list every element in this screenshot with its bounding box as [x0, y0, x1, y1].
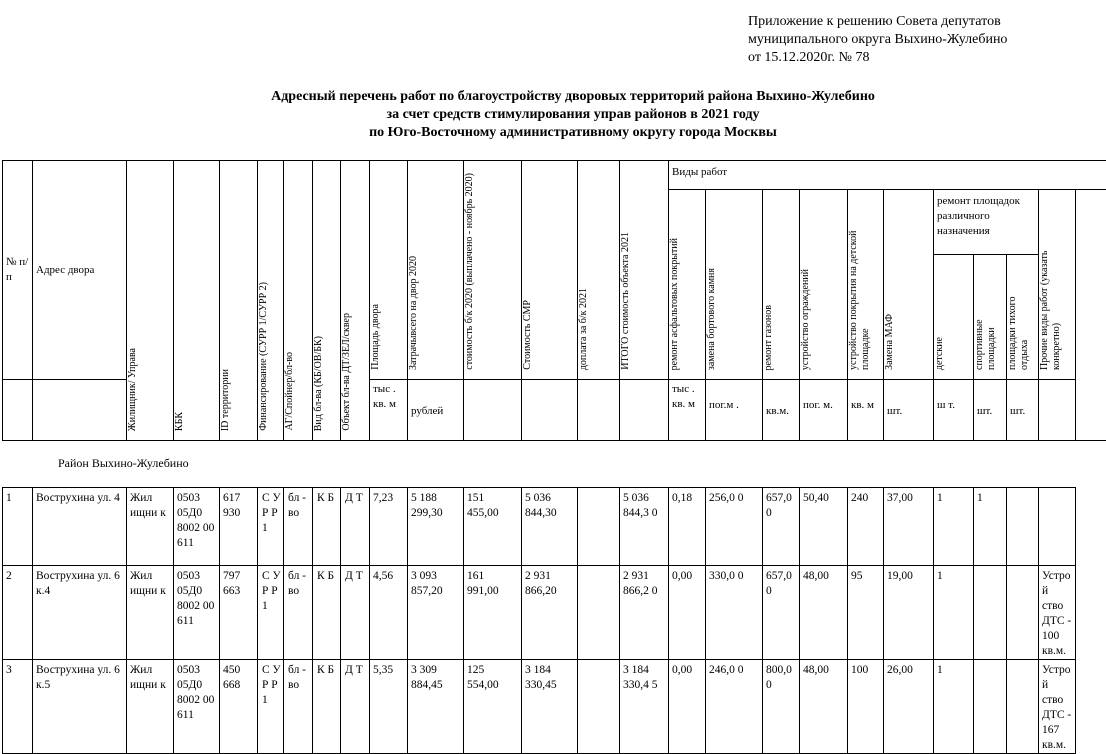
cell-children: 1 — [934, 488, 974, 566]
cell-lawn: 657,0 0 — [763, 488, 800, 566]
unit-blank-num — [3, 380, 33, 441]
cell-sport: 1 — [974, 488, 1007, 566]
cell-children: 1 — [934, 566, 974, 660]
header-other: Прочие виды работ (указать конкретно) — [1039, 190, 1076, 380]
unit-blank-cost2020 — [464, 380, 522, 441]
cell-total-2021: 2 931 866,2 0 — [620, 566, 669, 660]
annex-header — [748, 13, 1007, 67]
title-line-1: Адресный перечень работ по благоустройству дворовых территорий района Выхино-Жулебино — [0, 88, 1106, 106]
cell-sport — [974, 660, 1007, 754]
cell-kbk: 0503 05Д0 8002 00 611 — [174, 660, 220, 754]
cell-asphalt: 0,00 — [669, 660, 706, 754]
unit-coating: кв. м — [848, 380, 884, 441]
title-line-2: за счет средств стимулирования управ районов в 2021 году — [0, 106, 1106, 124]
cell-coating: 240 — [848, 488, 884, 566]
header-ag: АГ/Спойнер/бл-во — [284, 161, 313, 441]
unit-blank-total — [620, 380, 669, 441]
header-sport: спортивные площадки — [974, 255, 1007, 380]
cell-owner: Жил ищни к — [127, 488, 174, 566]
cell-spent-2020: 3 309 884,45 — [408, 660, 464, 754]
cell-vid: К Б — [313, 488, 341, 566]
cell-fence: 50,40 — [800, 488, 848, 566]
annex-line-2: муниципального округа Выхино-Жулебино — [748, 31, 1007, 49]
cell-extra-2021 — [578, 488, 620, 566]
header-num: № п/п — [3, 161, 33, 380]
cell-ag: бл - во — [284, 488, 313, 566]
header-extra-2021: доплата за б/к 2021 — [578, 161, 620, 380]
cell-territory-id: 450 668 — [220, 660, 258, 754]
unit-asphalt: тыс . кв. м — [669, 380, 706, 441]
cell-spent-2020: 3 093 857,20 — [408, 566, 464, 660]
annex-line-3: от 15.12.2020г. № 78 — [748, 49, 1007, 67]
cell-financing: С У Р Р 1 — [258, 566, 284, 660]
header-smr: Стоимость СМР — [522, 161, 578, 380]
district-label: Район Выхино-Жулебино — [58, 456, 189, 471]
cell-object: Д Т — [341, 488, 370, 566]
cell-smr: 2 931 866,20 — [522, 566, 578, 660]
cell-area: 4,56 — [370, 566, 408, 660]
cell-maf: 19,00 — [884, 566, 934, 660]
table-row — [3, 660, 1106, 754]
cell-object: Д Т — [341, 660, 370, 754]
cell-curb: 256,0 0 — [706, 488, 763, 566]
header-object: Объект бл-ва ДТ/ЗЕЛ/сквер — [341, 161, 370, 441]
cell-num: 2 — [3, 566, 33, 660]
unit-quiet: шт. — [1007, 380, 1039, 441]
unit-blank-smr — [522, 380, 578, 441]
header-work-types: Виды работ — [669, 161, 1106, 190]
annex-line-1: Приложение к решению Совета депутатов — [748, 13, 1007, 31]
header-territory-id: ID территории — [220, 161, 258, 441]
header-spent-2020: Затрачывсего на двор 2020 — [408, 161, 464, 380]
cell-total-2021: 5 036 844,3 0 — [620, 488, 669, 566]
cell-owner: Жил ищни к — [127, 566, 174, 660]
header-fence: устройство ограждений — [800, 190, 848, 380]
cell-lawn: 800,0 0 — [763, 660, 800, 754]
unit-rub: рублей — [408, 380, 464, 441]
document-title — [0, 88, 1106, 142]
header-address: Адрес двора — [33, 161, 127, 380]
unit-curb: пог.м . — [706, 380, 763, 441]
cell-address: Вострухина ул. 6 к.4 — [33, 566, 127, 660]
cell-num: 3 — [3, 660, 33, 754]
header-kbk: КБК — [174, 161, 220, 441]
cell-curb: 246,0 0 — [706, 660, 763, 754]
cell-area: 5,35 — [370, 660, 408, 754]
cell-financing: С У Р Р 1 — [258, 488, 284, 566]
cell-address: Вострухина ул. 4 — [33, 488, 127, 566]
header-quiet: площадки тихого отдыха — [1007, 255, 1039, 380]
header-area: Площадь двора — [370, 161, 408, 380]
cell-asphalt: 0,18 — [669, 488, 706, 566]
cell-num: 1 — [3, 488, 33, 566]
cell-children: 1 — [934, 660, 974, 754]
cell-smr: 3 184 330,45 — [522, 660, 578, 754]
cell-vid: К Б — [313, 566, 341, 660]
unit-fence: пог. м. — [800, 380, 848, 441]
cell-address: Вострухина ул. 6 к.5 — [33, 660, 127, 754]
header-owner: Жилищник/ Управа — [127, 161, 174, 441]
unit-lawn: кв.м. — [763, 380, 800, 441]
header-curb: замена бортового камня — [706, 190, 763, 380]
header-lawn: ремонт газонов — [763, 190, 800, 380]
cell-financing: С У Р Р 1 — [258, 660, 284, 754]
cell-smr: 5 036 844,30 — [522, 488, 578, 566]
cell-other: Устрой ство ДТС - 167 кв.м. — [1039, 660, 1076, 754]
header-children: детские — [934, 255, 974, 380]
header-maf: Замена МАФ — [884, 190, 934, 380]
cell-sport — [974, 566, 1007, 660]
table-row — [3, 488, 1106, 566]
cell-kbk: 0503 05Д0 8002 00 611 — [174, 488, 220, 566]
cell-coating: 95 — [848, 566, 884, 660]
header-financing: Финансирование (СУРР 1/СУРР 2) — [258, 161, 284, 441]
cell-fence: 48,00 — [800, 660, 848, 754]
cell-territory-id: 797 663 — [220, 566, 258, 660]
unit-sport: шт. — [974, 380, 1007, 441]
cell-ag: бл - во — [284, 660, 313, 754]
table-row — [3, 566, 1106, 660]
cell-quiet — [1007, 488, 1039, 566]
unit-maf: шт. — [884, 380, 934, 441]
title-line-3: по Юго-Восточному административному округу города Москвы — [0, 124, 1106, 142]
cell-quiet — [1007, 660, 1039, 754]
cell-asphalt: 0,00 — [669, 566, 706, 660]
cell-coating: 100 — [848, 660, 884, 754]
cell-other: Устрой ство ДТС - 100 кв.м. — [1039, 566, 1076, 660]
unit-children: ш т. — [934, 380, 974, 441]
cell-extra-2021 — [578, 566, 620, 660]
unit-blank-extra — [578, 380, 620, 441]
unit-blank-other — [1039, 380, 1076, 441]
cell-cost-2020: 125 554,00 — [464, 660, 522, 754]
cell-quiet — [1007, 566, 1039, 660]
cell-maf: 37,00 — [884, 488, 934, 566]
cell-vid: К Б — [313, 660, 341, 754]
cell-curb: 330,0 0 — [706, 566, 763, 660]
header-cost-2020: стоимость б/к 2020 (выплачено - ноябрь 2020) — [464, 161, 522, 380]
unit-area: тыс . кв. м — [370, 380, 408, 441]
cell-object: Д Т — [341, 566, 370, 660]
cell-kbk: 0503 05Д0 8002 00 611 — [174, 566, 220, 660]
header-total-2021: ИТОГО стоимость объекта 2021 — [620, 161, 669, 380]
cell-ag: бл - во — [284, 566, 313, 660]
cell-spent-2020: 5 188 299,30 — [408, 488, 464, 566]
cell-total-2021: 3 184 330,4 5 — [620, 660, 669, 754]
header-asphalt: ремонт асфальтовых покрытий — [669, 190, 706, 380]
cell-other — [1039, 488, 1076, 566]
cell-fence: 48,00 — [800, 566, 848, 660]
cell-owner: Жил ищни к — [127, 660, 174, 754]
unit-blank-address — [33, 380, 127, 441]
cell-area: 7,23 — [370, 488, 408, 566]
header-vid: Вид бл-ва (КБ/ОВ/БК) — [313, 161, 341, 441]
cell-territory-id: 617 930 — [220, 488, 258, 566]
cell-extra-2021 — [578, 660, 620, 754]
cell-cost-2020: 151 455,00 — [464, 488, 522, 566]
cell-lawn: 657,0 0 — [763, 566, 800, 660]
cell-cost-2020: 161 991,00 — [464, 566, 522, 660]
header-sites-group: ремонт площадок различного назначения — [934, 190, 1039, 255]
cell-maf: 26,00 — [884, 660, 934, 754]
header-coating: устройство покрытия на детской площадке — [848, 190, 884, 380]
